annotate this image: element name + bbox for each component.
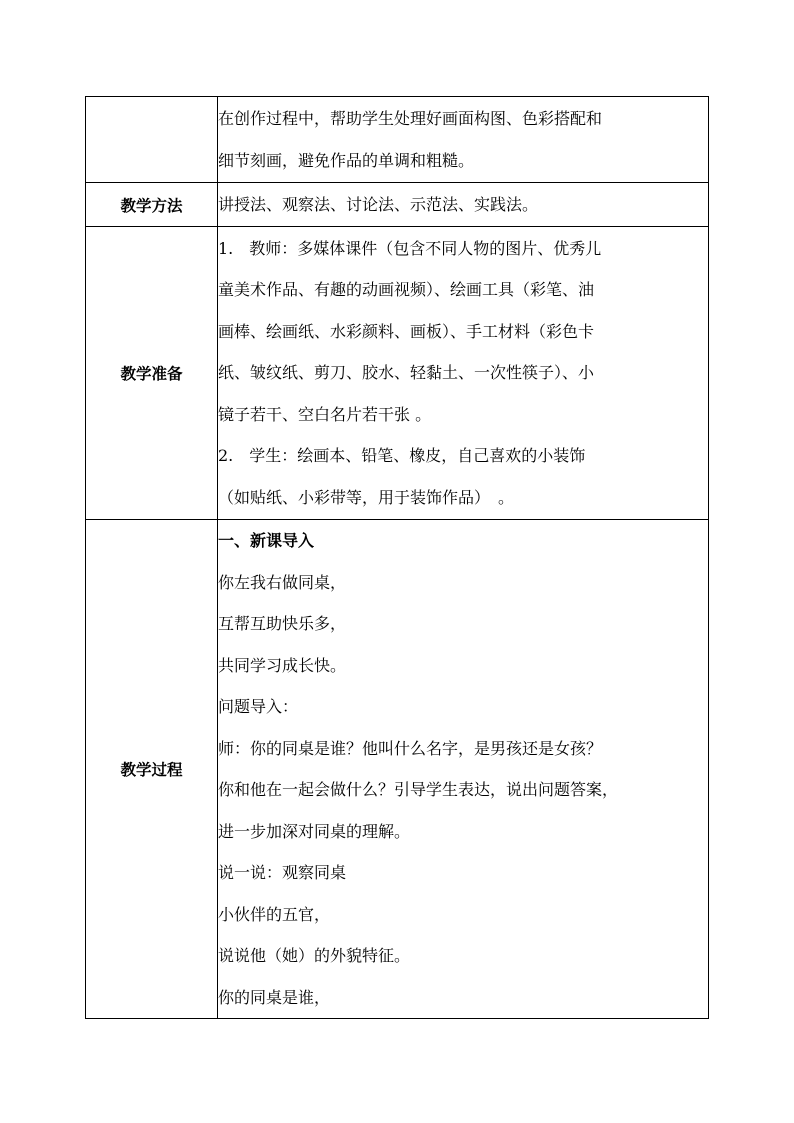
- text-line: 共同学习成长快。: [218, 655, 347, 675]
- text-line: 2. 学生：绘画本、铅笔、橡皮，自己喜欢的小装饰: [218, 446, 586, 466]
- text-line: 镜子若干、空白名片若干张 。: [218, 404, 432, 424]
- text-line: 说说他（她）的外貌特征。: [218, 946, 411, 965]
- section-heading: 一、新课导入: [218, 531, 315, 550]
- text-line: 你左我右做同桌，: [218, 572, 347, 592]
- text-line: 你和他在一起会做什么？引导学生表达，说出问题答案，: [218, 780, 619, 799]
- lesson-plan-table: [85, 96, 709, 1019]
- row-label-empty: [86, 97, 218, 183]
- text-line: 你的同桌是谁，: [218, 987, 331, 1007]
- row-content-difficulty: [218, 97, 709, 183]
- text-line: 师：你的同桌是谁？他叫什么名字，是男孩还是女孩？: [218, 738, 603, 758]
- row-content-teaching-methods: [218, 183, 709, 227]
- table-row: [86, 183, 709, 227]
- row-content-teaching-process: [218, 520, 709, 1019]
- text-line: 细节刻画，避免作品的单调和粗糙。: [218, 150, 475, 170]
- text-line: 说一说：观察同桌: [218, 863, 347, 882]
- text-line: 小伙伴的五官，: [218, 904, 331, 924]
- text-line: 1. 教师：多媒体课件（包含不同人物的图片、优秀儿: [218, 238, 602, 258]
- text-line: 进一步加深对同桌的理解。: [218, 821, 411, 841]
- row-content-teaching-preparation: [218, 227, 709, 520]
- row-label-teaching-process: 教学过程: [86, 520, 218, 1019]
- table-row: [86, 227, 709, 520]
- text-line: 互帮互助快乐多，: [218, 614, 347, 633]
- text-line: 在创作过程中，帮助学生处理好画面构图、色彩搭配和: [218, 109, 603, 128]
- text-line: 画棒、绘画纸、水彩颜料、画板）、手工材料（彩色卡: [218, 321, 595, 341]
- text-line: 问题导入：: [218, 697, 299, 716]
- text-line: 讲授法、观察法、讨论法、示范法、实践法。: [218, 194, 539, 214]
- text-line: 童美术作品、有趣的动画视频）、绘画工具（彩笔、油: [218, 280, 595, 300]
- row-label-teaching-preparation: 教学准备: [86, 227, 218, 520]
- table-row: [86, 97, 709, 183]
- row-label-teaching-methods: 教学方法: [86, 183, 218, 227]
- text-line: （如贴纸、小彩带等，用于装饰作品） 。: [218, 487, 515, 507]
- text-line: 纸、皱纹纸、剪刀、胶水、轻黏土、一次性筷子）、小: [218, 363, 595, 383]
- table-row: [86, 520, 709, 1019]
